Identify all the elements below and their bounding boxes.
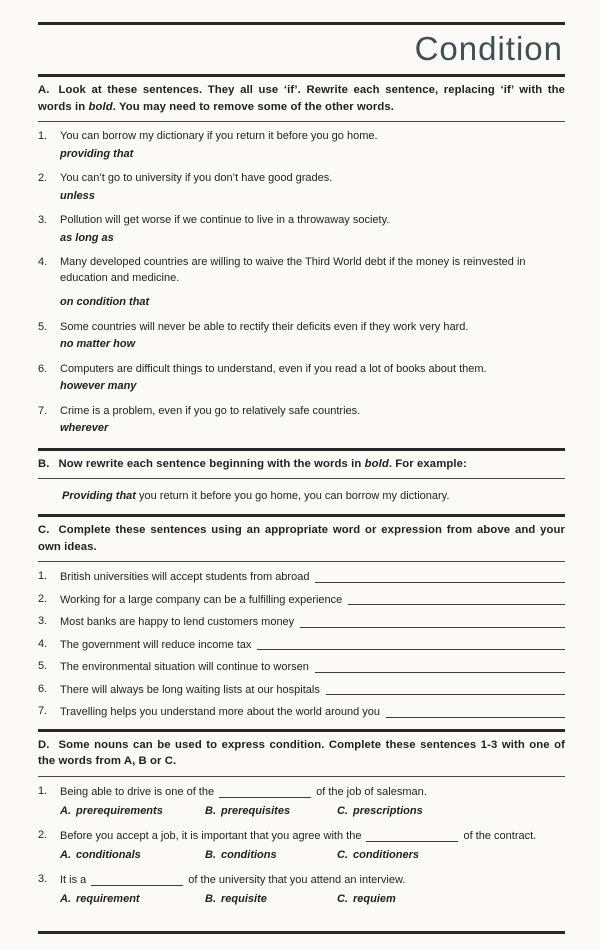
section-c-heading (38, 517, 565, 561)
answer-blank-line (386, 717, 565, 718)
item-sentence: British universities will accept students from abroad (60, 571, 310, 583)
item-number: 1. (38, 130, 48, 142)
item-sentence: Many developed countries are willing to waive the Third World debt if the money is reinvested in education and medicine. (60, 256, 526, 284)
item-sentence-end: of the job of salesman. (316, 785, 427, 798)
list-item (38, 704, 565, 720)
section-c-heading-text: Complete these sentences using an appropriate word or expression from above and your own ideas. (38, 524, 565, 553)
section-a-heading-text: Look at these sentences. They all use ‘if’. Rewrite each sentence, replacing ‘if’ with the words in (38, 84, 565, 113)
item-answer-phrase: providing that (60, 147, 134, 160)
item-sentence: The government will reduce income tax (60, 638, 252, 651)
item-number: 3. (38, 615, 48, 627)
section-b-heading-emphasis: bold (364, 457, 389, 470)
option-b: B. prerequisites (205, 804, 291, 817)
item-number: 6. (38, 362, 48, 375)
section-b-heading-text-end: . For example: (388, 457, 467, 470)
item-number: 7. (38, 404, 48, 417)
example-lead-phrase: Providing that (62, 490, 136, 502)
option-c: C. requiem (337, 892, 396, 905)
answer-blank-line (257, 649, 565, 650)
item-sentence-end: of the university that you attend an interview. (188, 873, 406, 886)
section-d-label: D. (38, 738, 50, 751)
item-number: 3. (38, 872, 48, 885)
option-c: C. conditioners (337, 848, 420, 861)
section-d-heading-text: Some nouns can be used to express condition. Complete these sentences 1-3 with one of the words from A, B or C. (38, 738, 565, 767)
item-sentence: Travelling helps you understand more about the world around you (60, 706, 381, 718)
item-sentence: The environmental situation will continue to worsen (60, 661, 309, 673)
item-number: 4. (38, 256, 48, 268)
section-c-list (38, 562, 565, 729)
item-number: 5. (38, 320, 48, 333)
section-a-list (38, 122, 565, 448)
list-item (38, 362, 565, 395)
option-a: A. conditionals (60, 848, 141, 861)
list-item (38, 659, 565, 675)
item-answer-phrase: unless (60, 189, 95, 202)
item-sentence-start: Before you accept a job, it is important that you agree with the (60, 829, 362, 842)
item-sentence: Pollution will get worse if we continue to live in a throwaway society. (60, 214, 390, 226)
option-row (38, 847, 565, 864)
item-answer-phrase: wherever (60, 422, 109, 434)
section-d-list (38, 777, 565, 918)
option-b: B. conditions (205, 848, 277, 861)
item-number: 1. (38, 784, 48, 797)
option-b: B. requisite (205, 892, 267, 905)
list-item (38, 682, 565, 698)
example-sentence (38, 479, 565, 514)
list-item (38, 614, 565, 630)
list-item (38, 592, 565, 608)
example-rest: you return it before you go home, you can borrow my dictionary. (135, 490, 450, 502)
list-item (38, 171, 565, 204)
section-a-heading (38, 77, 565, 121)
list-item (38, 569, 565, 585)
list-item (38, 784, 565, 820)
item-number: 2. (38, 592, 48, 605)
item-sentence-start: It is a (60, 873, 87, 886)
item-sentence: Some countries will never be able to rectify their deficits even if they work very hard. (60, 320, 469, 333)
item-number: 1. (38, 570, 48, 582)
list-item (38, 872, 565, 908)
section-c-label: C. (38, 524, 50, 536)
section-d-heading (38, 732, 565, 776)
list-item (38, 320, 565, 353)
item-sentence: You can borrow my dictionary if you return it before you go home. (60, 130, 378, 142)
answer-blank-line (219, 797, 311, 798)
list-item (38, 213, 565, 246)
option-a: A. prerequirements (60, 804, 163, 817)
item-answer-phrase: as long as (60, 231, 114, 244)
section-b-heading-text: Now rewrite each sentence beginning with the words in (58, 457, 365, 470)
bottom-rule (38, 931, 565, 934)
item-sentence: You can’t go to university if you don’t have good grades. (60, 172, 333, 184)
item-sentence: Crime is a problem, even if you go to relatively safe countries. (60, 404, 361, 417)
page-title: Condition (414, 30, 563, 67)
option-row (38, 891, 565, 908)
answer-blank-line (91, 885, 183, 886)
item-sentence: Computers are difficult things to understand, even if you read a lot of books about them. (60, 362, 487, 375)
option-a: A. requirement (60, 892, 140, 905)
list-item (38, 129, 565, 162)
list-item (38, 404, 565, 437)
item-answer-phrase: however many (60, 380, 137, 392)
item-number: 4. (38, 637, 48, 650)
option-c: C. prescriptions (337, 804, 423, 817)
item-number: 6. (38, 682, 48, 695)
answer-blank-line (300, 627, 565, 628)
section-b-heading (38, 451, 565, 479)
item-number: 2. (38, 828, 48, 841)
section-a-label: A. (38, 84, 50, 96)
item-number: 7. (38, 705, 48, 717)
item-number: 3. (38, 214, 48, 226)
item-sentence: Most banks are happy to lend customers money (60, 616, 295, 628)
item-sentence: There will always be long waiting lists at our hospitals (60, 683, 320, 696)
list-item (38, 828, 565, 864)
answer-blank-line (348, 604, 565, 605)
item-number: 5. (38, 660, 48, 672)
section-a-heading-text-end: . You may need to remove some of the other words. (112, 100, 395, 113)
list-item (38, 637, 565, 653)
option-row (38, 803, 565, 820)
item-sentence-start: Being able to drive is one of the (60, 785, 215, 798)
section-a-heading-emphasis: bold (88, 100, 113, 113)
spacer (38, 918, 565, 932)
answer-blank-line (366, 841, 458, 842)
answer-blank-line (326, 694, 565, 695)
item-sentence: Working for a large company can be a fulfilling experience (60, 593, 343, 606)
item-sentence-end: of the contract. (463, 829, 537, 842)
list-item (38, 255, 565, 311)
answer-blank-line (315, 672, 565, 673)
answer-blank-line (315, 582, 565, 583)
item-answer-phrase: on condition that (60, 296, 150, 308)
item-answer-phrase: no matter how (60, 338, 136, 350)
section-b-label: B. (38, 457, 50, 470)
item-number: 2. (38, 172, 48, 184)
